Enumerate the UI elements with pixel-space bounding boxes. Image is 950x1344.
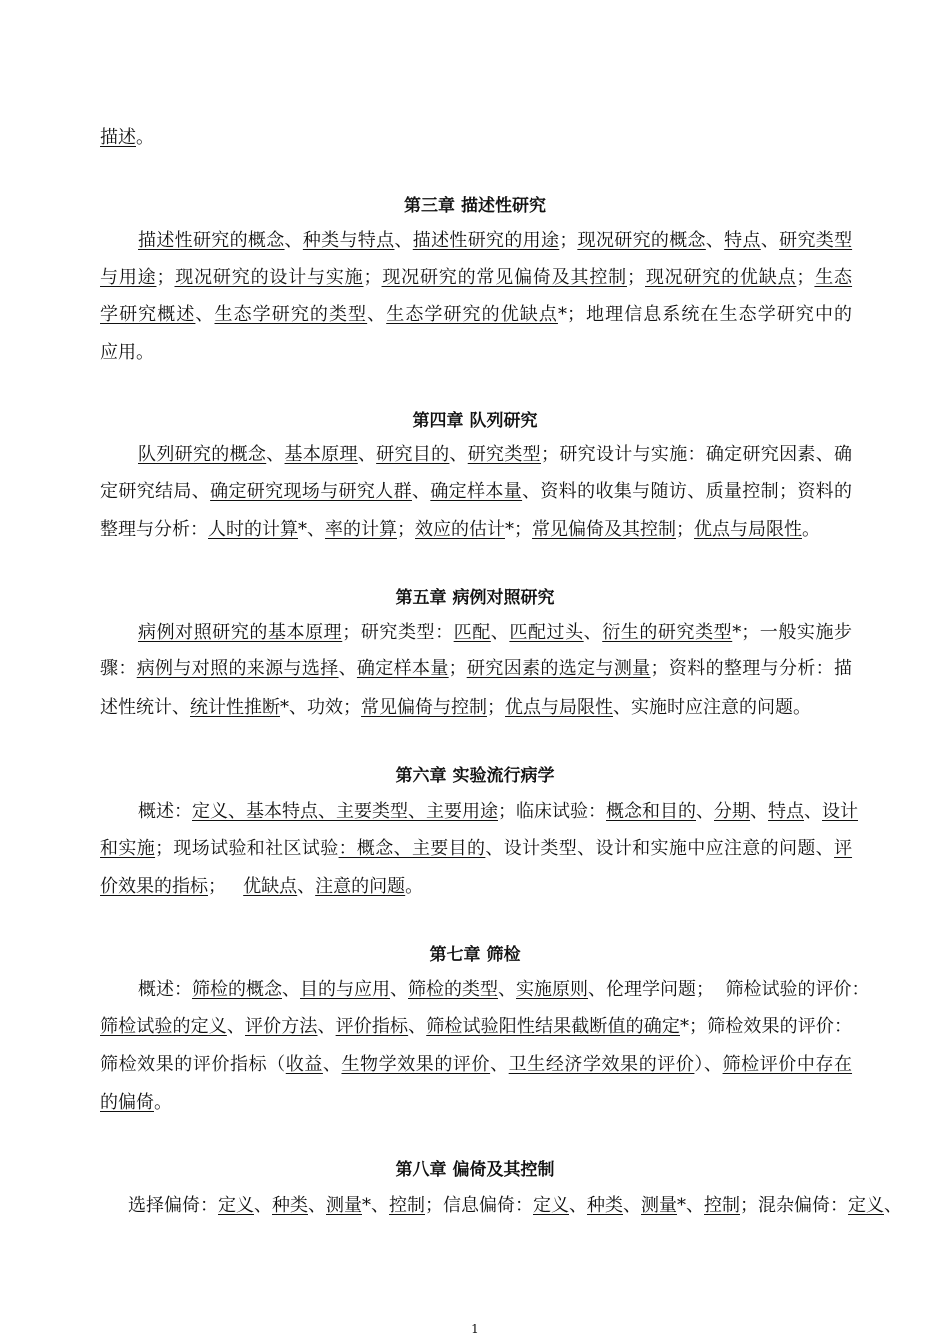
ch4-line-3 bbox=[100, 518, 852, 542]
text: 、 bbox=[338, 658, 357, 679]
text: 、 bbox=[449, 444, 468, 465]
underlined-term: ：概念、主要目的 bbox=[338, 838, 486, 859]
underlined-term: 描述 bbox=[100, 127, 136, 148]
text: 、 bbox=[408, 1016, 427, 1037]
text: 、 bbox=[411, 481, 431, 502]
underlined-term: 概念和目的 bbox=[606, 801, 696, 822]
underlined-term: 定义 bbox=[848, 1195, 884, 1216]
text: 、 bbox=[226, 1016, 245, 1037]
text: 、 bbox=[254, 1195, 272, 1216]
underlined-term: 收益 bbox=[285, 1054, 323, 1075]
underlined-term: 描述性研究的概念 bbox=[138, 230, 285, 251]
text: 、 bbox=[569, 1195, 587, 1216]
text: ；混杂偏倚： bbox=[740, 1195, 848, 1216]
text: 、 bbox=[583, 622, 603, 643]
underlined-term: 注意的问题 bbox=[315, 876, 406, 897]
underlined-term: 现况研究的常见偏倚及其控制 bbox=[381, 267, 627, 288]
underlined-term: 分期 bbox=[714, 801, 750, 822]
underlined-term: 学研究概述 bbox=[100, 304, 196, 325]
page-number: 1 bbox=[471, 1322, 479, 1336]
intro-line bbox=[100, 126, 852, 150]
text: ； bbox=[156, 267, 175, 288]
underlined-term: 和实施 bbox=[100, 838, 156, 859]
text: 、 bbox=[490, 1054, 509, 1075]
text: ；信息偏倚： bbox=[425, 1195, 533, 1216]
text: ； bbox=[627, 267, 645, 288]
underlined-term: 特点 bbox=[724, 230, 761, 251]
underlined-term: 确定研究现场与研究人群 bbox=[210, 481, 412, 502]
underlined-term: 描述性研究的用途 bbox=[412, 230, 560, 251]
text: ； bbox=[676, 519, 694, 540]
underlined-term: 研究类型 bbox=[467, 444, 541, 465]
underlined-term: 生态学研究的优缺点 bbox=[386, 304, 558, 325]
text: *、功效； bbox=[280, 697, 361, 718]
text: 筛检效果的评价指标（ bbox=[100, 1054, 286, 1075]
ch7-line-1 bbox=[138, 978, 870, 1002]
underlined-term: 测量 bbox=[641, 1195, 677, 1216]
text: 、 bbox=[884, 1195, 902, 1216]
underlined-term: 目的与应用 bbox=[300, 979, 390, 1000]
underlined-term: 率的计算 bbox=[325, 519, 397, 540]
text: 、 bbox=[367, 304, 387, 325]
ch3-line-1 bbox=[138, 229, 852, 253]
ch6-line-3 bbox=[100, 875, 852, 899]
underlined-term: 价效果的指标 bbox=[100, 876, 208, 897]
text: ；研究设计与实施：确定研究因素、确 bbox=[541, 444, 853, 465]
underlined-term: 研究因素的选定与测量 bbox=[466, 658, 651, 679]
chapter-5-heading: 第五章 病例对照研究 bbox=[395, 588, 555, 608]
text: 、 bbox=[322, 1054, 342, 1075]
text: 、 bbox=[317, 1016, 336, 1037]
ch4-line-1 bbox=[138, 443, 852, 467]
text: 、 bbox=[357, 444, 377, 465]
chapter-6-heading: 第六章 实验流行病学 bbox=[395, 766, 555, 786]
underlined-term: 队列研究的概念 bbox=[138, 444, 267, 465]
underlined-term: 优点与局限性 bbox=[694, 519, 802, 540]
underlined-term: 控制 bbox=[704, 1195, 740, 1216]
text: 、 bbox=[282, 979, 300, 1000]
text: 选择偏倚： bbox=[128, 1195, 218, 1216]
text: ； bbox=[487, 697, 505, 718]
underlined-term: 定义 bbox=[533, 1195, 569, 1216]
underlined-term: 常见偏倚与控制 bbox=[361, 697, 487, 718]
text: 、 bbox=[696, 801, 714, 822]
text: 。 bbox=[136, 127, 154, 148]
underlined-term: 控制 bbox=[389, 1195, 425, 1216]
text: 、 bbox=[390, 979, 408, 1000]
ch6-line-2 bbox=[100, 837, 852, 861]
text: ； bbox=[559, 230, 578, 251]
text: 、 bbox=[490, 622, 510, 643]
underlined-term: 研究目的 bbox=[376, 444, 450, 465]
underlined-term: 研究类型 bbox=[779, 230, 853, 251]
underlined-term: 统计性推断 bbox=[190, 697, 280, 718]
text: 、 bbox=[195, 304, 215, 325]
text: 、 bbox=[266, 444, 285, 465]
chapter-7-heading: 第七章 筛检 bbox=[429, 945, 521, 965]
ch3-line-2 bbox=[100, 266, 852, 290]
ch5-line-3 bbox=[100, 696, 852, 720]
underlined-term: 病例与对照的来源与选择 bbox=[136, 658, 339, 679]
text: 。 bbox=[405, 876, 424, 897]
underlined-term: 筛检的概念 bbox=[192, 979, 282, 1000]
underlined-term: 特点 bbox=[768, 801, 804, 822]
underlined-term: 生态 bbox=[814, 267, 853, 288]
underlined-term: 筛检的类型 bbox=[408, 979, 498, 1000]
underlined-term: 种类与特点 bbox=[302, 230, 395, 251]
ch4-line-2 bbox=[100, 480, 852, 504]
ch6-line-1 bbox=[138, 800, 858, 824]
ch3-line-3 bbox=[100, 303, 852, 327]
ch7-line-4 bbox=[100, 1091, 852, 1115]
text: ； bbox=[448, 658, 467, 679]
underlined-term: 确定样本量 bbox=[430, 481, 523, 502]
underlined-term: 现况研究的概念 bbox=[577, 230, 706, 251]
underlined-term: 设计 bbox=[822, 801, 858, 822]
underlined-term: 评价方法 bbox=[245, 1016, 318, 1037]
text: 整理与分析： bbox=[100, 519, 208, 540]
text: *、 bbox=[677, 1195, 704, 1216]
underlined-term: 匹配 bbox=[453, 622, 491, 643]
underlined-term: 病例对照研究的基本原理 bbox=[138, 622, 343, 643]
text: 、 bbox=[750, 801, 768, 822]
text: 。 bbox=[154, 1092, 172, 1113]
text: 述性统计、 bbox=[100, 697, 190, 718]
text: 概述： bbox=[138, 801, 192, 822]
underlined-term: 现况研究的优缺点 bbox=[645, 267, 797, 288]
text: 、设计类型、设计和实施中应注意的问题、 bbox=[485, 838, 835, 859]
underlined-term: 卫生经济学效果的评价 bbox=[508, 1054, 695, 1075]
text: ；现场试验和社区试验 bbox=[155, 838, 339, 859]
text: 、 bbox=[297, 876, 316, 897]
text: 、 bbox=[804, 801, 822, 822]
underlined-term: 人时的计算 bbox=[208, 519, 298, 540]
ch5-line-2 bbox=[100, 657, 852, 681]
ch5-line-1 bbox=[138, 621, 852, 645]
underlined-term: 衍生的研究类型 bbox=[602, 622, 733, 643]
underlined-term: 基本原理 bbox=[284, 444, 358, 465]
underlined-term: 优缺点 bbox=[243, 876, 298, 897]
underlined-term: 评 bbox=[834, 838, 853, 859]
underlined-term: 评价指标 bbox=[335, 1016, 409, 1037]
text: 、 bbox=[284, 230, 303, 251]
underlined-term: 定义 bbox=[218, 1195, 254, 1216]
chapter-3-heading: 第三章 描述性研究 bbox=[404, 196, 546, 216]
underlined-term: 的偏倚 bbox=[100, 1092, 154, 1113]
underlined-term: 实施原则 bbox=[516, 979, 588, 1000]
text: 概述： bbox=[138, 979, 192, 1000]
underlined-term: 常见偏倚及其控制 bbox=[532, 519, 676, 540]
text: 、 bbox=[623, 1195, 641, 1216]
ch3-line-4: 应用。 bbox=[100, 342, 154, 363]
ch7-line-2 bbox=[100, 1015, 852, 1039]
text: 、资料的收集与随访、质量控制；资料的 bbox=[522, 481, 853, 502]
text: *； bbox=[505, 519, 532, 540]
text: *、 bbox=[298, 519, 325, 540]
underlined-term: 筛检试验的定义 bbox=[100, 1016, 227, 1037]
underlined-term: 种类 bbox=[587, 1195, 623, 1216]
underlined-term: 确定样本量 bbox=[356, 658, 449, 679]
underlined-term: 种类 bbox=[272, 1195, 308, 1216]
text: 、 bbox=[498, 979, 516, 1000]
text: *；一般实施步 bbox=[732, 622, 853, 643]
chapter-8-heading: 第八章 偏倚及其控制 bbox=[395, 1160, 555, 1180]
text: *、 bbox=[362, 1195, 389, 1216]
text: 骤： bbox=[100, 658, 137, 679]
text: ；资料的整理与分析：描 bbox=[650, 658, 853, 679]
text: 、实施时应注意的问题。 bbox=[613, 697, 811, 718]
text: *；地理信息系统在生态学研究中的 bbox=[557, 304, 853, 325]
underlined-term: 测量 bbox=[326, 1195, 362, 1216]
underlined-term: 效应的估计 bbox=[415, 519, 505, 540]
text: 、 bbox=[760, 230, 780, 251]
text: 、 bbox=[308, 1195, 326, 1216]
ch7-line-3 bbox=[100, 1053, 852, 1077]
underlined-term: 与用途 bbox=[100, 267, 157, 288]
underlined-term: 筛检试验阳性结果截断值的确定 bbox=[426, 1016, 680, 1037]
underlined-term: 生物学效果的评价 bbox=[341, 1054, 491, 1075]
text: 。 bbox=[802, 519, 820, 540]
underlined-term: 筛检评价中存在 bbox=[722, 1054, 853, 1075]
underlined-term: 匹配过头 bbox=[509, 622, 584, 643]
ch8-line-1 bbox=[128, 1194, 902, 1218]
text: ； bbox=[208, 876, 244, 897]
underlined-term: 定义、基本特点、主要类型、主要用途 bbox=[192, 801, 498, 822]
text: ； bbox=[796, 267, 815, 288]
text: ； bbox=[363, 267, 382, 288]
chapter-4-heading: 第四章 队列研究 bbox=[412, 411, 538, 431]
text: *；筛检效果的评价： bbox=[680, 1016, 852, 1037]
text: ； bbox=[397, 519, 415, 540]
text: ；临床试验： bbox=[498, 801, 606, 822]
text: ；研究类型： bbox=[342, 622, 454, 643]
underlined-term: 现况研究的设计与实施 bbox=[174, 267, 364, 288]
underlined-term: 生态学研究的类型 bbox=[214, 304, 368, 325]
text: 、 bbox=[705, 230, 725, 251]
underlined-term: 优点与局限性 bbox=[505, 697, 613, 718]
text: 、 bbox=[394, 230, 413, 251]
text: ）、 bbox=[694, 1054, 723, 1075]
text: 定研究结局、 bbox=[100, 481, 211, 502]
text: 、伦理学问题； 筛检试验的评价： bbox=[588, 979, 870, 1000]
